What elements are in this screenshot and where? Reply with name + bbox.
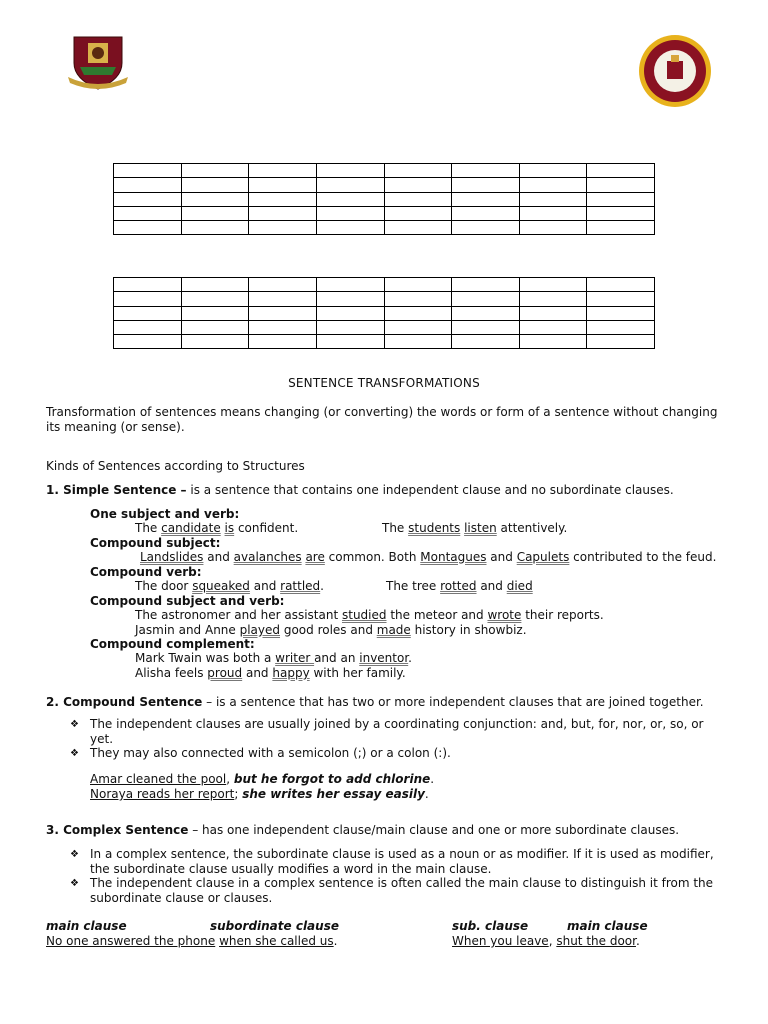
page-title: SENTENCE TRANSFORMATIONS bbox=[288, 376, 480, 390]
compound-bullet-1: The independent clauses are usually joined by a coordinating conjunction: and, but, for, nor, or, so, or yet. bbox=[90, 717, 704, 746]
complex-bullet-2: The independent clause in a complex sentence is often called the main clause to distinguish it from the subordinate clause or clauses. bbox=[90, 876, 714, 905]
cv-example-1: The door squeaked and rattled. bbox=[135, 579, 324, 593]
label-sub-clause-2: sub. clause bbox=[452, 919, 529, 933]
compound-example-1: Amar cleaned the pool, but he forgot to add chlorine. bbox=[90, 772, 435, 786]
label-subordinate-clause-1: subordinate clause bbox=[210, 919, 339, 933]
complex-bullet-1: In a complex sentence, the subordinate clause is used as a noun or as modifier. If it is used as modifier, the subordinate clause usually modifies a word in the main clause. bbox=[90, 847, 714, 876]
cc-example-2: Alisha feels proud and happy with her family. bbox=[135, 666, 406, 680]
bullet-icon: ❖ bbox=[70, 849, 79, 860]
csv-example-2: Jasmin and Anne played good roles and made history in showbiz. bbox=[135, 623, 527, 637]
complex-example-2: When you leave, shut the door. bbox=[452, 934, 640, 948]
kinds-heading: Kinds of Sentences according to Structures bbox=[46, 459, 305, 473]
blank-table-2 bbox=[113, 277, 655, 349]
bullet-icon: ❖ bbox=[70, 878, 79, 889]
sv-example-2: The students listen attentively. bbox=[382, 521, 568, 535]
simple-sentence-definition: 1. Simple Sentence – is a sentence that contains one independent clause and no subordinate clauses. bbox=[46, 483, 674, 497]
bullet-icon: ❖ bbox=[70, 748, 79, 759]
school-crest-icon bbox=[66, 33, 130, 93]
compound-example-2: Noraya reads her report; she writes her essay easily. bbox=[90, 787, 429, 801]
cc-label: Compound complement: bbox=[90, 637, 255, 651]
compound-bullet-2: They may also connected with a semicolon (;) or a colon (:). bbox=[90, 746, 451, 760]
cv-label: Compound verb: bbox=[90, 565, 202, 579]
complex-sentence-definition: 3. Complex Sentence – has one independent clause/main clause and one or more subordinate clauses. bbox=[46, 823, 680, 837]
csv-label: Compound subject and verb: bbox=[90, 594, 285, 608]
complex-example-1: No one answered the phone when she called us. bbox=[46, 934, 338, 948]
bullet-icon: ❖ bbox=[70, 719, 79, 730]
compound-sentence-definition: 2. Compound Sentence – is a sentence that has two or more independent clauses that are joined together. bbox=[46, 695, 704, 709]
cv-example-2: The tree rotted and died bbox=[386, 579, 533, 593]
cc-example-1: Mark Twain was both a writer and an inventor. bbox=[135, 651, 412, 665]
label-main-clause-2: main clause bbox=[567, 919, 648, 933]
sv-example-1: The candidate is confident. bbox=[135, 521, 299, 535]
seal-icon bbox=[637, 33, 713, 109]
csv-example-1: The astronomer and her assistant studied the meteor and wrote their reports. bbox=[135, 608, 604, 622]
cs-label: Compound subject: bbox=[90, 536, 221, 550]
blank-table-1 bbox=[113, 163, 655, 235]
cs-example: Landslides and avalanches are common. Both Montagues and Capulets contributed to the feud. bbox=[140, 550, 717, 564]
intro-paragraph: Transformation of sentences means changing (or converting) the words or form of a sentence without changing its meaning (or sense). bbox=[46, 405, 718, 434]
sv-label: One subject and verb: bbox=[90, 507, 240, 521]
label-main-clause-1: main clause bbox=[46, 919, 127, 933]
